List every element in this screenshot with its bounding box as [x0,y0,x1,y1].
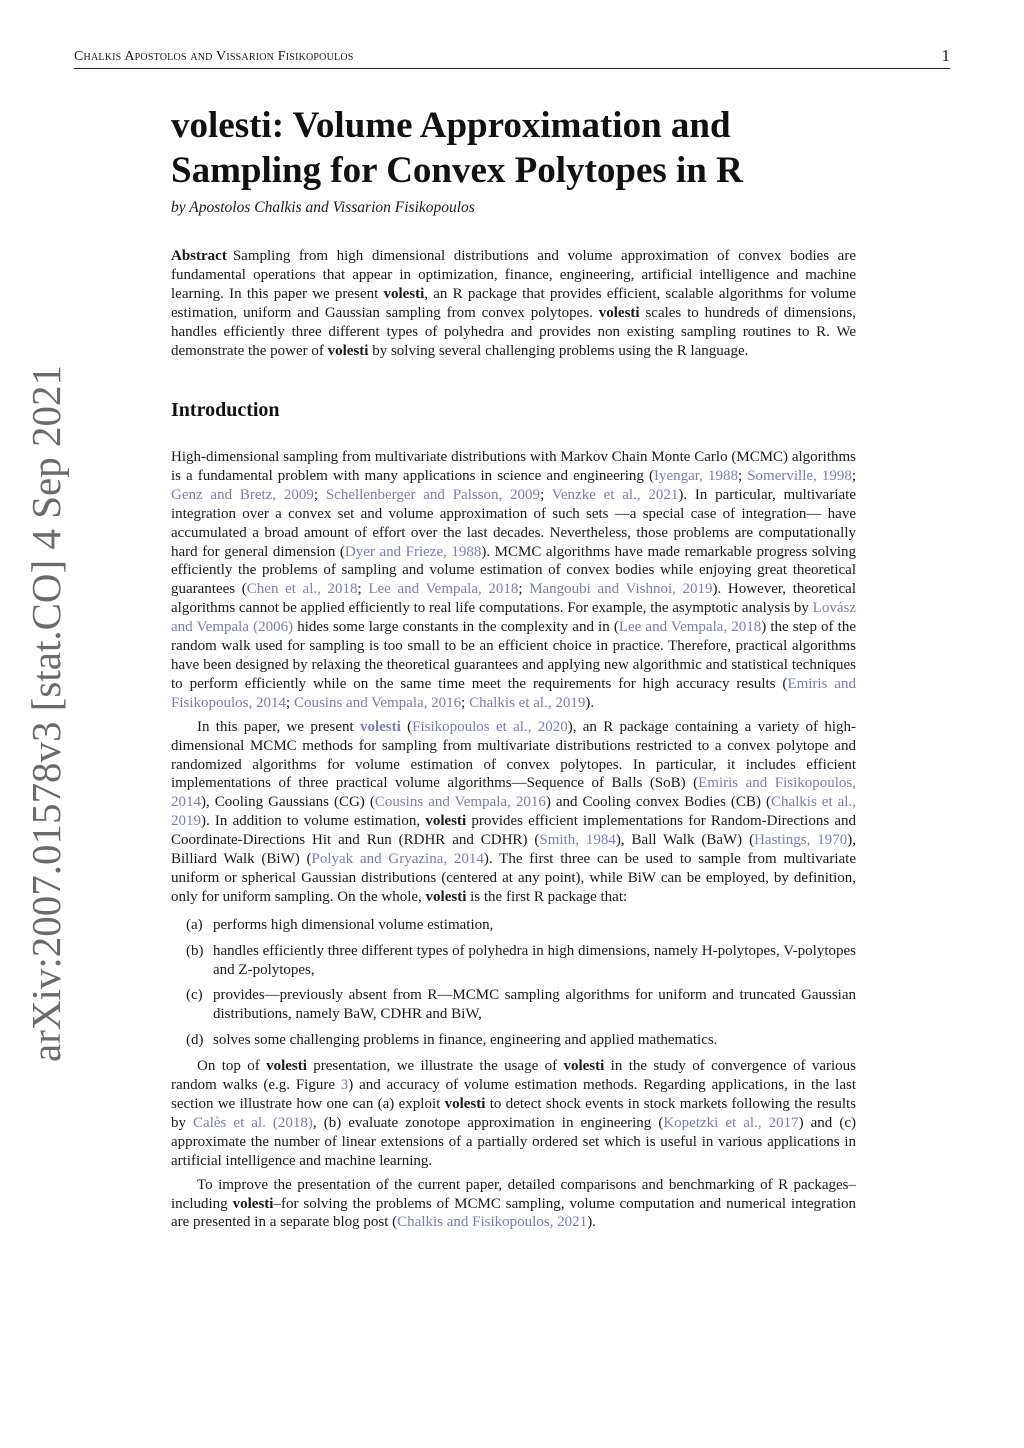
citation-link[interactable]: Cousins and Vempala, 2016 [293,694,462,711]
list-marker: (a) [186,916,203,933]
list-item-text: solves some challenging problems in finance, engineering and applied mathematics. [213,1032,718,1049]
citation-link[interactable]: Chalkis et al., 2019 [469,694,586,711]
citation-link[interactable]: Lee and Vempala, 2018 [618,619,762,636]
list-item [171,986,856,1024]
abstract-label: Abstract [171,248,227,264]
intro-paragraph-4: To improve the presentation of the current paper, detailed comparisons and benchmarking of R packages–including volesti–for solving the problems of MCMC sampling, volume computation and numerical integration are presented in a separate blog post (Chalkis and Fisikopoulos, 2021). [171,1176,856,1231]
arxiv-identifier: arXiv:2007.01578v3 [stat.CO] 4 Sep 2021 [23,365,69,1062]
citation-link[interactable]: Calès et al. (2018) [193,1114,313,1131]
citation-link[interactable]: Iyengar, 1988 [653,467,738,484]
abstract-text: Sampling from high dimensional distributions and volume approximation of convex bodies are fundamental operations that appear in optimization, finance, engineering, artificial intelligence and machine learning. In this paper we present [171,248,856,302]
intro-paragraph-2: In this paper, we present volesti (Fisikopoulos et al., 2020), an R package containing a variety of high-dimensional MCMC methods for sampling from multivariate distributions restricted to a convex polytope and randomized algorithms for volume estimation of convex polytopes. In particular, it includes efficient implementations of three practical volume algorithms—Sequence of Balls (SoB) (Emiris and Fisikopoulos, 2014), Cooling Gaussians (CG) (Cousins and Vempala, 2016) and Cooling convex Bodies (CB) (Chalkis et al., 2019). In addition to volume estimation, volesti provides efficient implementations for Random-Directions and Coordinate-Directions Hit and Run (RDHR and CDHR) (Smith, 1984), Ball Walk (BaW) (Hastings, 1970), Billiard Walk (BiW) (Polyak and Gryazina, 2014). The first three can be used to sample from multivariate uniform or spherical Gaussian distributions (centered at any point), while BiW can be employed, by definition, only for uniform sampling. On the whole, volesti is the first R package that: [171,718,857,905]
list-item [171,942,856,980]
intro-paragraph-3: On top of volesti presentation, we illustrate the usage of volesti in the study of convergence of various random walks (e.g. Figure 3) and accuracy of volume estimation methods. Regarding applications, in the last section we illustrate how one can (a) exploit volesti to detect shock events in stock markets following the results by Calès et al. (2018), (b) evaluate zonotope approximation in engineering (Kopetzki et al., 2017) and (c) approximate the number of linear extensions of a partially ordered set which is useful in various applications in artificial intelligence and machine learning. [171,1058,857,1169]
list-item [171,1031,856,1050]
list-item-text: provides—previously absent from R—MCMC sampling algorithms for uniform and truncated Gaussian distributions, namely BaW, CDHR and BiW, [213,987,856,1023]
author-byline: by Apostolos Chalkis and Vissarion Fisikopoulos [171,199,475,216]
citation-link[interactable]: Dyer and Frieze, 1988 [344,543,482,560]
list-item [171,916,856,935]
citation-link[interactable]: Emiris and Fisikopoulos, 2014 [171,775,856,811]
citation-link[interactable]: Emiris and Fisikopoulos, 2014 [171,675,856,711]
citation-link[interactable]: Genz and Bretz, 2009 [171,486,314,503]
section-heading-introduction: Introduction [171,399,280,421]
citation-link[interactable]: Kopetzki et al., 2017 [663,1114,799,1131]
citation-link[interactable]: Schellenberger and Palsson, 2009 [325,486,541,503]
citation-link[interactable]: Cousins and Vempala, 2016 [374,794,546,811]
abstract-text: by solving several challenging problems using the R language. [368,343,749,359]
running-title: Chalkis Apostolos and Vissarion Fisikopoulos [74,49,354,64]
intro-paragraph-1: High-dimensional sampling from multivariate distributions with Markov Chain Monte Carlo (MCMC) algorithms is a fundamental problem with many applications in science and engineering (Iyengar, 1988; Somerville, 1998; Genz and Bretz, 2009; Schellenberger and Palsson, 2009; Venzke et al., 2021). In particular, multivariate integration over a convex set and volume approximation of such sets —a special case of integration— have accumulated a broad amount of effort over the last decades. Nevertheless, those problems are computationally hard for general dimension (Dyer and Frieze, 1988). MCMC algorithms have made remarkable progress solving efficiently the problems of sampling and volume estimation of convex bodies while enjoying great theoretical guarantees (Chen et al., 2018; Lee and Vempala, 2018; Mangoubi and Vishnoi, 2019). However, theoretical algorithms cannot be applied efficiently to real life computations. For example, the asymptotic analysis by Lovász and Vempala (2006) hides some large constants in the complexity and in (Lee and Vempala, 2018) the step of the random walk used for sampling is too small to be an efficient choice in practice. Therefore, practical algorithms have been designed by relaxing the theoretical guarantees and applying new algorithmic and statistical techniques to perform efficiently while on the same time meet the requirements for high accuracy results (Emiris and Fisikopoulos, 2014; Cousins and Vempala, 2016; Chalkis et al., 2019). [171,449,857,711]
capabilities-list [171,916,856,1050]
citation-link[interactable]: Venzke et al., 2021 [551,486,679,503]
package-link[interactable]: volesti [359,718,401,735]
title-line-2: Sampling for Convex Polytopes in R [171,150,743,191]
citation-link[interactable]: Chen et al., 2018 [246,581,358,598]
page-number: 1 [941,46,950,65]
list-marker: (d) [186,1032,204,1049]
running-header [74,46,950,69]
citation-link[interactable]: Lee and Vempala, 2018 [368,581,519,598]
citation-link[interactable]: Chalkis et al., 2019 [171,794,856,830]
list-item-text: performs high dimensional volume estimation, [213,916,494,933]
package-name: volesti [327,343,369,359]
paper-title [171,103,856,193]
citation-link[interactable]: Hastings, 1970 [754,832,848,849]
abstract-text: scales to hundreds of dimensions, handles efficiently three different types of polyhedra and provides non existing sampling routines to R. We demonstrate the power of [171,305,856,359]
title-line-1: volesti: Volume Approximation and [171,105,731,146]
citation-link[interactable]: Fisikopoulos et al., 2020 [412,718,568,735]
citation-link[interactable]: Lovász and Vempala (2006) [171,600,856,636]
abstract [171,247,856,361]
package-name: volesti [598,305,640,321]
citation-link[interactable]: Mangoubi and Vishnoi, 2019 [529,581,713,598]
figure-link[interactable]: 3 [340,1077,349,1094]
package-name: volesti [383,286,425,302]
list-item-text: handles efficiently three different types of polyhedra in high dimensions, namely H-polytopes, V-polytopes and Z-polytopes, [213,942,856,978]
article-body [171,103,856,1232]
citation-link[interactable]: Polyak and Gryazina, 2014 [311,851,484,868]
citation-link[interactable]: Somerville, 1998 [747,467,852,484]
citation-link[interactable]: Chalkis and Fisikopoulos, 2021 [397,1214,588,1231]
citation-link[interactable]: Smith, 1984 [539,832,616,849]
abstract-text: , an R package that provides efficient, scalable algorithms for volume estimation, uniform and Gaussian sampling from convex polytopes. [171,286,856,321]
list-marker: (c) [186,987,203,1004]
list-marker: (b) [186,942,204,959]
